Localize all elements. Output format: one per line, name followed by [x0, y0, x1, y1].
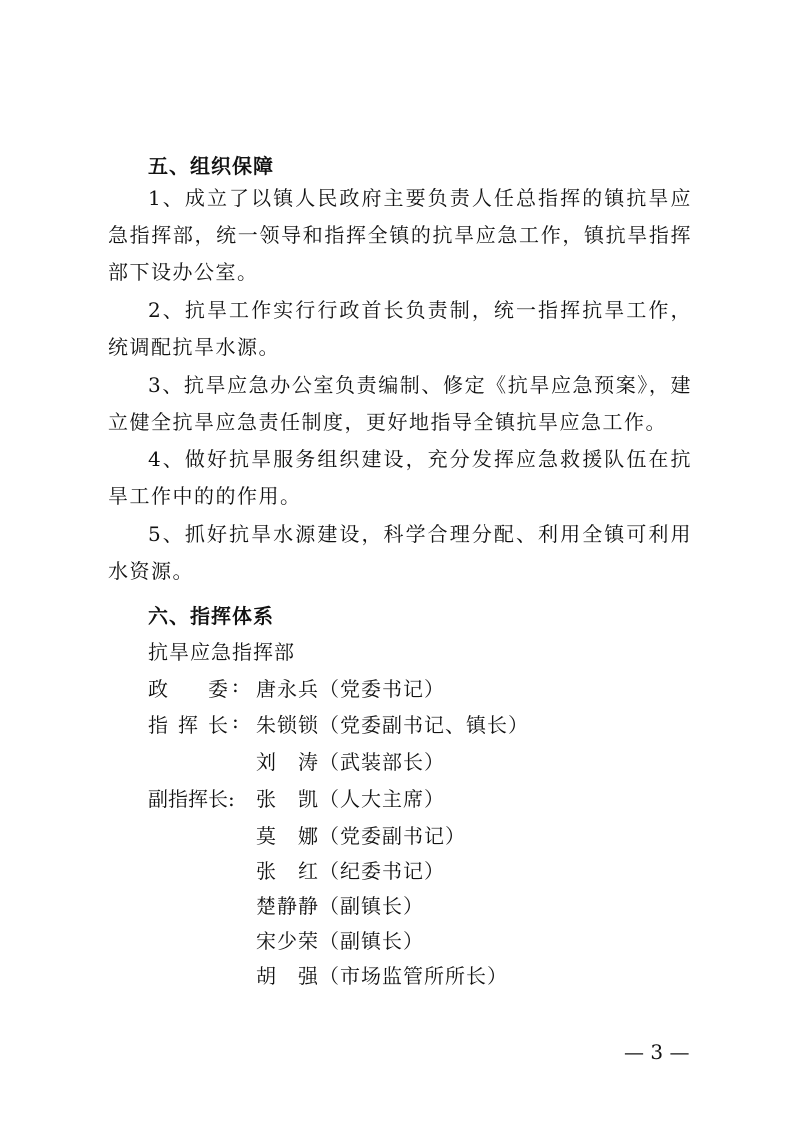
section-6-heading: 六、指挥体系	[148, 604, 274, 628]
deputy-commander-name-4: 楚静静（副镇长）	[256, 894, 424, 918]
label-char: 挥	[178, 713, 198, 737]
label-char: 长	[208, 713, 228, 737]
section-5-item-5: 5、抓好抗旱水源建设，科学合理分配、利用全镇可利用水资源。	[108, 522, 692, 583]
political-commissar-name: 唐永兵（党委书记）	[256, 677, 445, 701]
label-colon: :	[232, 709, 239, 733]
commander-name-1: 朱锁锁（党委副书记、镇长）	[256, 713, 529, 737]
label-char: 政	[148, 677, 168, 701]
label-char: 指	[148, 713, 168, 737]
deputy-commander-name-6: 胡 强（市场监管所所长）	[256, 964, 508, 988]
deputy-commander-name-1: 张 凯（人大主席）	[256, 787, 445, 811]
section-5-item-3: 3、抗旱应急办公室负责编制、修定《抗旱应急预案》，建立健全抗旱应急责任制度，更好地指导全镇抗旱应急工作。	[108, 373, 692, 434]
section-5-item-1: 1、成立了以镇人民政府主要负责人任总指挥的镇抗旱应急指挥部，统一领导和指挥全镇的抗旱应急工作，镇抗旱指挥部下设办公室。	[108, 186, 692, 284]
deputy-commander-label: 副指挥长:	[148, 787, 235, 811]
command-center-title: 抗旱应急指挥部	[148, 640, 295, 664]
section-5-heading: 五、组织保障	[148, 154, 274, 178]
deputy-commander-name-5: 宋少荣（副镇长）	[256, 929, 424, 953]
page-number: — 3 —	[624, 1040, 690, 1064]
label-colon: :	[232, 673, 239, 697]
label-char: 委	[208, 677, 228, 701]
section-5-item-4: 4、做好抗旱服务组织建设，充分发挥应急救援队伍在抗旱工作中的的作用。	[108, 447, 692, 508]
deputy-commander-name-3: 张 红（纪委书记）	[256, 859, 445, 883]
deputy-commander-name-2: 莫 娜（党委副书记）	[256, 824, 466, 848]
commander-name-2: 刘 涛（武装部长）	[256, 750, 445, 774]
section-5-item-2: 2、抗旱工作实行行政首长负责制，统一指挥抗旱工作，统调配抗旱水源。	[108, 298, 692, 359]
